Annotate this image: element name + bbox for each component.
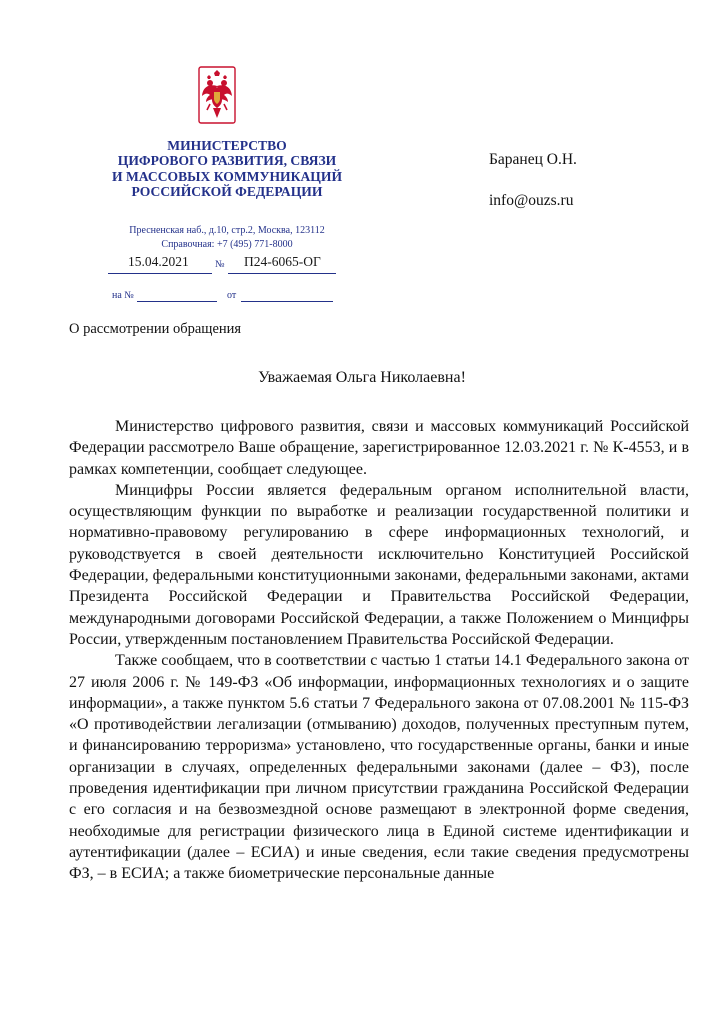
- ministry-line: И МАССОВЫХ КОММУНИКАЦИЙ: [111, 168, 343, 184]
- reference-number-label: на №: [112, 290, 134, 301]
- reference-date-blank: [241, 301, 333, 302]
- ministry-line: ЦИФРОВОГО РАЗВИТИЯ, СВЯЗИ: [117, 153, 337, 169]
- letter-number: П24-6065-ОГ: [244, 254, 321, 269]
- reference-number-blank: [137, 301, 217, 302]
- ministry-line: РОССИЙСКОЙ ФЕДЕРАЦИИ: [131, 184, 323, 200]
- address-line: Пресненская наб., д.10, стр.2, Москва, 123112: [129, 225, 325, 236]
- body-paragraph: Минцифры России является федеральным органом исполнительной власти, осуществляющим функции по выработке и реализации государственной политики и нормативно-правовому регулированию в сфере информационных технологий, и руководствуется в своей деятельности исключительно Конституцией Российской Федерации, федеральными конституционными законами, федеральными законами, актами Президента Российской Федерации и Правительства Российской Федерации, международными договорами Российской Федерации, а также Положением о Минцифры России, утвержденным постановлением Правительства Российской Федерации.: [69, 481, 689, 648]
- body-paragraph: Министерство цифрового развития, связи и массовых коммуникаций Российской Федерации рассмотрело Ваше обращение, зарегистрированное 12.03.2021 г. № К-4553, и в рамках компетенции, сообщает следующее.: [69, 418, 689, 478]
- letter-body: [69, 416, 689, 1016]
- coat-of-arms-icon: [198, 66, 236, 124]
- recipient-email: info@ouzs.ru: [489, 192, 574, 209]
- date-underline: [108, 273, 212, 274]
- ministry-name: [96, 138, 358, 200]
- reference-row: [112, 290, 334, 306]
- ministry-address: [96, 224, 358, 251]
- reference-date-label: от: [227, 290, 237, 301]
- recipient-name: Баранец О.Н.: [489, 151, 577, 168]
- number-label: №: [215, 259, 225, 270]
- phone-line: Справочная: +7 (495) 771-8000: [161, 238, 293, 250]
- salutation: Уважаемая Ольга Николаевна!: [258, 369, 466, 386]
- registration-row: [108, 254, 338, 276]
- ministry-line: МИНИСТЕРСТВО: [167, 138, 287, 153]
- letter-subject: О рассмотрении обращения: [69, 321, 242, 337]
- body-paragraph: Также сообщаем, что в соответствии с частью 1 статьи 14.1 Федерального закона от 27 июля 2006 г. № 149-ФЗ «Об информации, информационных технологиях и о защите информации», а также пунктом 5.6 статьи 7 Федерального закона от 07.08.2001 № 115-ФЗ «О противодействии легализации (отмыванию) доходов, полученных преступным путем, и финансированию терроризма» установлено, что государственные органы, банки и иные организации в случаях, определенных федеральными законами (далее – ФЗ), после проведения идентификации при личном присутствии гражданина Российской Федерации с его согласия и на безвозмездной основе размещают в электронной форме сведения, необходимые для регистрации физического лица в Единой системе идентификации и аутентификации (далее – ЕСИА) и иные сведения, если такие сведения предусмотрены ФЗ, – в ЕСИА; а также биометрические персональные данные: [69, 652, 689, 883]
- letter-date: 15.04.2021: [128, 254, 189, 269]
- number-underline: [228, 273, 336, 274]
